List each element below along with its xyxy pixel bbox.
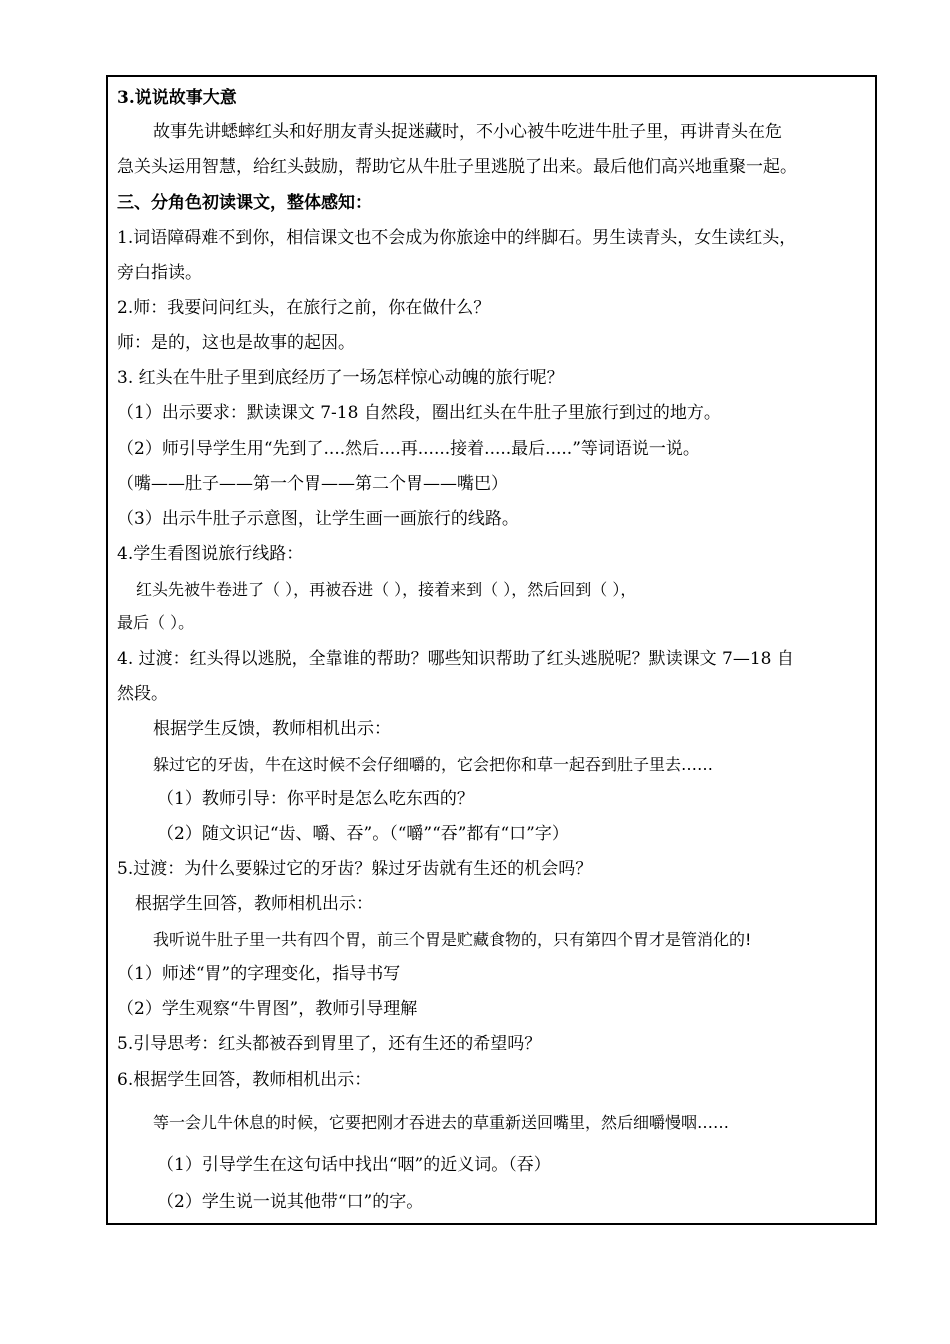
- quoted-text-line: 我听说牛肚子里一共有四个胃，前三个胃是贮藏食物的，只有第四个胃才是管消化的!: [153, 930, 752, 949]
- paragraph-line: 旁白指读。: [117, 263, 202, 283]
- paragraph-line: 4.学生看图说旅行线路：: [117, 544, 304, 564]
- fill-in-blank-line: 最后（ ）。: [117, 613, 195, 632]
- paragraph-line: （1）出示要求：默读课文 7-18 自然段，圈出红头在牛肚子里旅行到过的地方。: [117, 403, 721, 423]
- section-heading-role-reading: 三、分角色初读课文，整体感知：: [117, 193, 372, 213]
- paragraph-line: 然段。: [117, 684, 168, 704]
- paragraph-line: （嘴——肚子——第一个胃——第二个胃——嘴巴）: [117, 474, 508, 494]
- paragraph-line: 故事先讲蟋蟀红头和好朋友青头捉迷藏时，不小心被牛吃进牛肚子里，再讲青头在危: [153, 122, 782, 142]
- paragraph-line: （2）师引导学生用“先到了....然后....再......接着.....最后.....”等词语说一说。: [117, 439, 700, 459]
- paragraph-line: （1）引导学生在这句话中找出“咽”的近义词。（吞）: [157, 1155, 551, 1175]
- paragraph-line: 根据学生回答，教师相机出示：: [135, 894, 373, 914]
- paragraph-line: 1.词语障碍难不到你，相信课文也不会成为你旅途中的绊脚石。男生读青头，女生读红头，: [117, 228, 797, 248]
- paragraph-line: 4. 过渡：红头得以逃脱，全靠谁的帮助？哪些知识帮助了红头逃脱呢？默读课文 7—18 自: [117, 649, 794, 669]
- paragraph-line: （2）学生观察“牛胃图”，教师引导理解: [117, 999, 418, 1019]
- quoted-text-line: 躲过它的牙齿，牛在这时候不会仔细嚼的，它会把你和草一起吞到肚子里去……: [153, 755, 714, 774]
- paragraph-line: 根据学生反馈，教师相机出示：: [153, 719, 391, 739]
- paragraph-line: 5.引导思考：红头都被吞到胃里了，还有生还的希望吗？: [117, 1034, 542, 1054]
- paragraph-line: 2.师：我要问问红头，在旅行之前，你在做什么？: [117, 298, 491, 318]
- paragraph-line: 6.根据学生回答，教师相机出示：: [117, 1070, 372, 1090]
- paragraph-line: （3）出示牛肚子示意图，让学生画一画旅行的线路。: [117, 509, 519, 529]
- paragraph-line: 3. 红头在牛肚子里到底经历了一场怎样惊心动魄的旅行呢？: [117, 368, 564, 388]
- paragraph-line: （2）学生说一说其他带“口”的字。: [157, 1192, 424, 1212]
- paragraph-line: 急关头运用智慧，给红头鼓励，帮助它从牛肚子里逃脱了出来。最后他们高兴地重聚一起。: [117, 157, 797, 177]
- fill-in-blank-line: 红头先被牛卷进了（ ），再被吞进（ ），接着来到（ ），然后回到（ ），: [136, 580, 637, 599]
- paragraph-line: （2）随文识记“齿、嚼、吞”。（“嚼”“吞”都有“口”字）: [157, 824, 569, 844]
- paragraph-line: （1）师述“胃”的字理变化，指导书写: [117, 964, 401, 984]
- section-heading-story-summary: 3.说说故事大意: [117, 88, 237, 108]
- paragraph-line: （1）教师引导：你平时是怎么吃东西的？: [157, 789, 474, 809]
- quoted-text-line: 等一会儿牛休息的时候，它要把刚才吞进去的草重新送回嘴里，然后细嚼慢咽……: [153, 1113, 730, 1132]
- paragraph-line: 5.过渡：为什么要躲过它的牙齿？躲过牙齿就有生还的机会吗？: [117, 859, 593, 879]
- paragraph-line: 师：是的，这也是故事的起因。: [117, 333, 355, 353]
